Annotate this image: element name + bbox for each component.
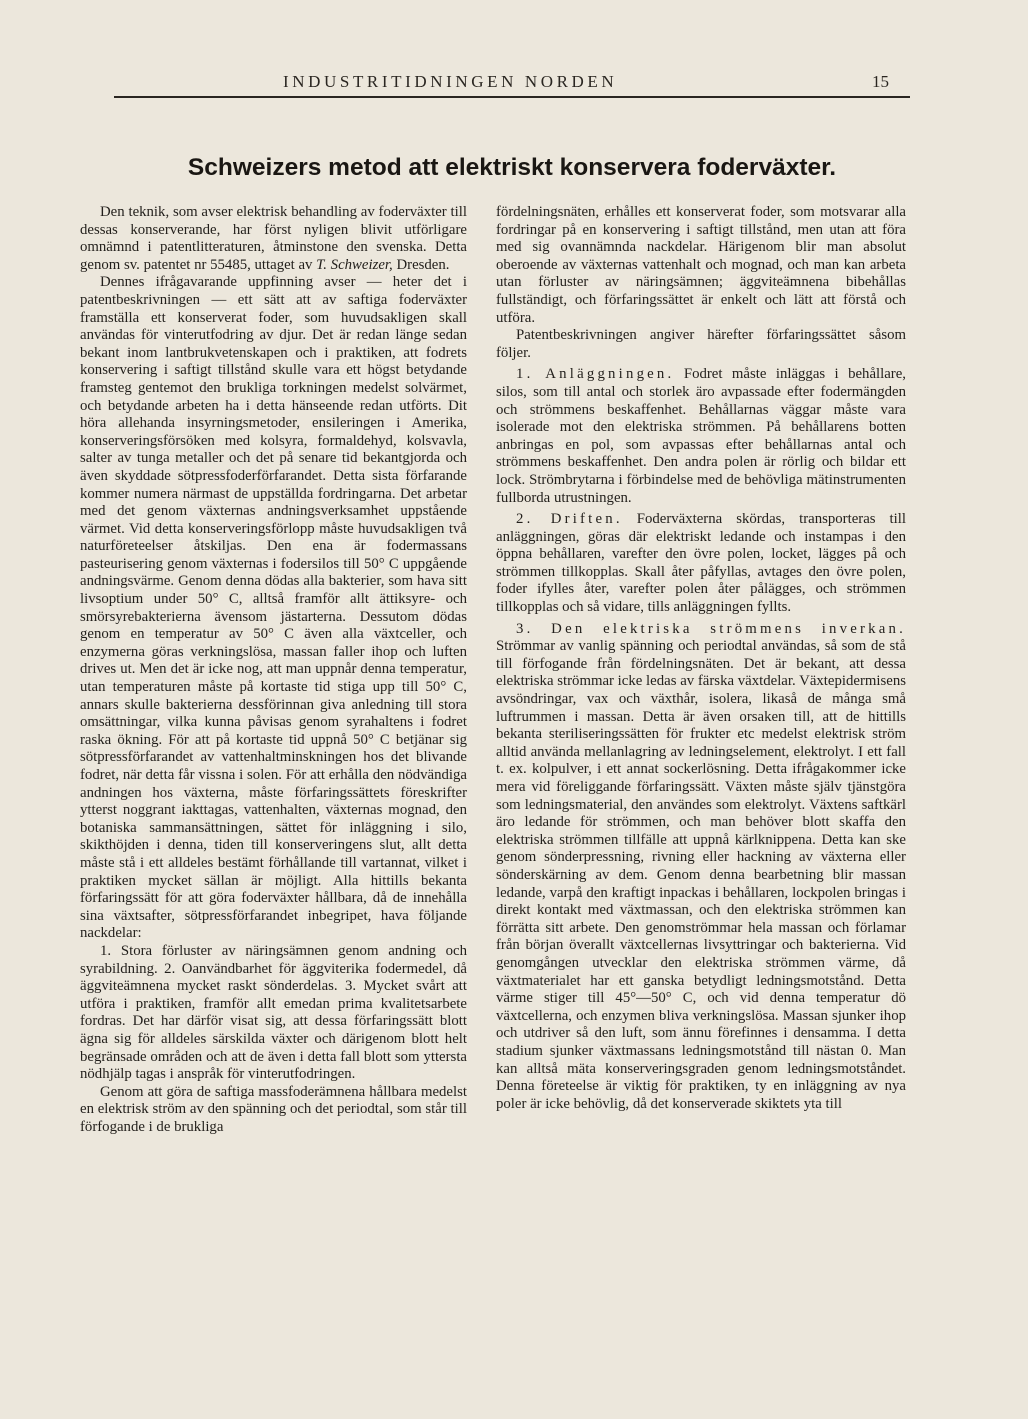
journal-name: INDUSTRITIDNINGEN NORDEN [283, 72, 618, 91]
section-installation [496, 366, 906, 507]
paragraph-intro [80, 204, 467, 274]
section-heading-operation: 2. Driften. [516, 511, 623, 528]
header-rule [114, 96, 910, 98]
right-column [496, 204, 906, 1113]
section-heading-installation: 1. Anläggningen. [516, 366, 675, 383]
article-title: Schweizers metod att elektriskt konservera foderväxter. [187, 154, 837, 181]
section-current-effect [496, 621, 906, 1114]
intro-text: Den teknik, som avser elektrisk behandling av foderväxter till dessas konserverande, har först nyligen blivit utförligare omnämnd i patentlitteraturen, åtminstone den svenska. Detta genom sv. patentet nr 55485, uttaget av [80, 204, 467, 273]
paragraph-procedure-intro: Patentbeskrivningen angiver härefter förfaringssättet såsom följer. [496, 327, 906, 361]
section-text-current-effect: Strömmar av vanlig spänning och periodtal användas, så som de stå till förfogande från fördelningsnäten. Det är bekant, att dessa elektriska strömmar icke ledas av färska växtdelar. Växtepidermisens avsöndringar, vax och växthår, isolera, likaså de många små luftrummen i massan. Detta är även orsaken till, att de hittills bekanta steriliseringssätten för frukter etc medelst elektrisk ström alltid använda mellanlagring av ledningselement, elektrolyt. I ett fall t. ex. kolpulver, i ett annat sockerlösning. Detta ifrågakommer icke mera vid föreliggande förfaringssätt. Växten måste själv tjänstgöra som ledningsmaterial, den användes som elektrolyt. Växtens saftkärl äro ledande för strömmen, och man behöver blott skaffa den elektriska strömmen tillfälle att uppnå kärlknippena. Detta kan ske genom sönderpressning, rivning eller hackning av växterna eller sönderskärning av dem. Genom denna bearbetning blir massan ledande, varpå den kraftigt inpackas i behållaren, lockpolen bringas i direkt kontakt med växtmassan, och den elektriska strömmen kan förrätta sitt arbete. Den genomströmmar hela massan och förlamar från början överallt växtcellernas livsyttringar och bakterierna. Vid genomgången utvecklar den elektriska strömmen värme, då växtmaterialet har ett ganska betydligt ledningsmotstånd. Detta värme stiger till 45°—50° C, och vid denna temperatur dö växtcellerna, och enzymen bliva verkningslösa. Massan sjunker ihop och utdriver så den luft, som ännu förefinnes i densamma. I detta stadium sjunker växtmassans ledningsmotstånd till nästan 0. Man kan alltså mäta konserveringsgraden genom ledningsmotståndet. Denna företeelse är viktig för praktiken, ty en inläggning av nya poler är icke behövlig, då det konserverade skiktets yta till [496, 638, 906, 1112]
left-column [80, 204, 467, 1136]
intro-place: Dresden. [392, 256, 450, 273]
section-heading-current-effect: 3. Den elektriska strömmens inverkan. [516, 620, 906, 637]
section-operation [496, 511, 906, 617]
section-text-installation: Fodret måste inläggas i behållare, silos, som till antal och storlek äro avpassade efter fodermängden och strömmens beskaffenhet. Behållarnas väggar måste vara isolerade mot den elektriska strömmen. På behållarens botten anbringas en pol, som avpassas efter behållarnas antal och strömmens beskaffenhet. Den andra polen är rörlig och bildar ett lock. Strömbrytarna i förbindelse med de behövliga mätinstrumenten fullborda utrustningen. [496, 366, 906, 506]
author-name: T. Schweizer, [316, 256, 393, 273]
section-text-operation: Foderväxterna skördas, transporteras till anläggningen, göras där elektriskt ledande och instampas i den öppna behållaren, varefter den övre polen, locket, lägges på och strömmen tillkopplas. Skall åter påfyllas, avtages den övre polen, foder ifylles åter, varefter polen åter pålägges, och strömmen tillkopplas och så vidare, tills anläggningen fyllts. [496, 511, 906, 616]
running-head [0, 70, 1028, 94]
paragraph-method: Genom att göra de saftiga massfoderämnena hållbara medelst en elektrisk ström av den spänning och det periodtal, som står till förfogande i de brukliga [80, 1083, 467, 1135]
paragraph-background: Dennes ifrågavarande uppfinning avser — heter det i patentbeskrivningen — ett sätt att av saftiga foderväxter framställa ett konserverat foder, som huvudsakligen skall användas för vinterutfodring av djur. Det är redan länge sedan bekant inom lantbrukvetenskapen och i praktiken, att fodrets konservering i saftigt tillstånd skulle vara ett högst betydande framsteg gentemot den brukliga torkningen medelst solvärmet, och betydande arbeten ha i detta hänseende redan utförts. Dit höra allehanda insyrningsmetoder, ensileringen i Amerika, konserveringsförsöken med kolsyra, formaldehyd, kolsvavla, salter av tunga metaller och det på senare tid bekantgjorda och även skyddade sötpressfoderförfarandet. Detta sista förfarande kommer numera närmast de uppställda fordringarna. Det arbetar med det genom växternas andningsverksamhet uppstående värmet. Vid detta konserveringsförlopp måste huvudsakligen två naturföreteelser åtskiljas. Den ena är fodermassans pasteurisering genom växternas i fodersilos till 50° C uppgående andningsvärme. Genom denna dödas alla bakterier, som hava sitt livsoptium under 50° C, alltså framför allt ättiksyre- och smörsyrebakterierna ävensom jästarterna. Dessutom dödas genom en temperatur av 50° C även alla växtceller, och enzymerna göras verkningslösa, massan faller ihop och luften drives ut. Men det är icke nog, att man uppnår denna temperatur, utan temperaturen måste på kortaste tid stiga upp till 50° C, annars skulle bakterierna dessförinnan giva anledning till stora omsättningar, vilka kunna påvisas genom syrahaltens i fodret raska ökning. För att på kortaste tid uppnå 50° C betjänar sig sötpressförfarandet av vattenhaltminskningen hos det blivande fodret, när detta får vissna i solen. För att erhålla den nödvändiga andningen hos växterna, måste förfaringssättets föreskrifter ytterst noggrant iakttagas, vattenhalten, växternas mognad, den botaniska sammansättningen, sättet för inläggning i silo, skikthöjden i denna, tiden till konserveringens slut, allt detta måste stå i ett alldeles bestämt förhållande till vartannat, vilket i praktiken mycket sällan är möjligt. Alla hittills bekanta förfaringssätt för att göra foderväxter hållbara, då de innehålla sina växtsafter, sötpressförfarandet inbegripet, hava följande nackdelar: [80, 274, 467, 942]
paragraph-continuation: fördelningsnäten, erhålles ett konserverat foder, som motsvarar alla fordringar på en konservering i saftigt tillstånd, men utan att föra med sig ovannämnda nackdelar. Härigenom blir man absolut oberoende av växternas vattenhalt och mognad, och man kan arbeta utan förluster av näringsämnen; äggviteämnena bibehållas fullständigt, och förfaringssättet är enkelt och lätt att förstå och utföra. [496, 204, 906, 326]
page-number: 15 [872, 72, 889, 91]
paragraph-drawbacks: 1. Stora förluster av näringsämnen genom andning och syrabildning. 2. Oanvändbarhet för äggviterika fodermedel, då äggviteämnena mycket raskt sönderdelas. 3. Mycket svårt att utföra i praktiken, framför allt emedan prima kvalitetsarbete fordras. Det har därför visat sig, att dessa förfaringssätt blott ägna sig för alldeles särskilda växter och därigenom blott helt begränsade områden och att de även i detta fall blott som yttersta nödhjälp tagas i anspråk för vinterutfodringen. [80, 942, 467, 1083]
